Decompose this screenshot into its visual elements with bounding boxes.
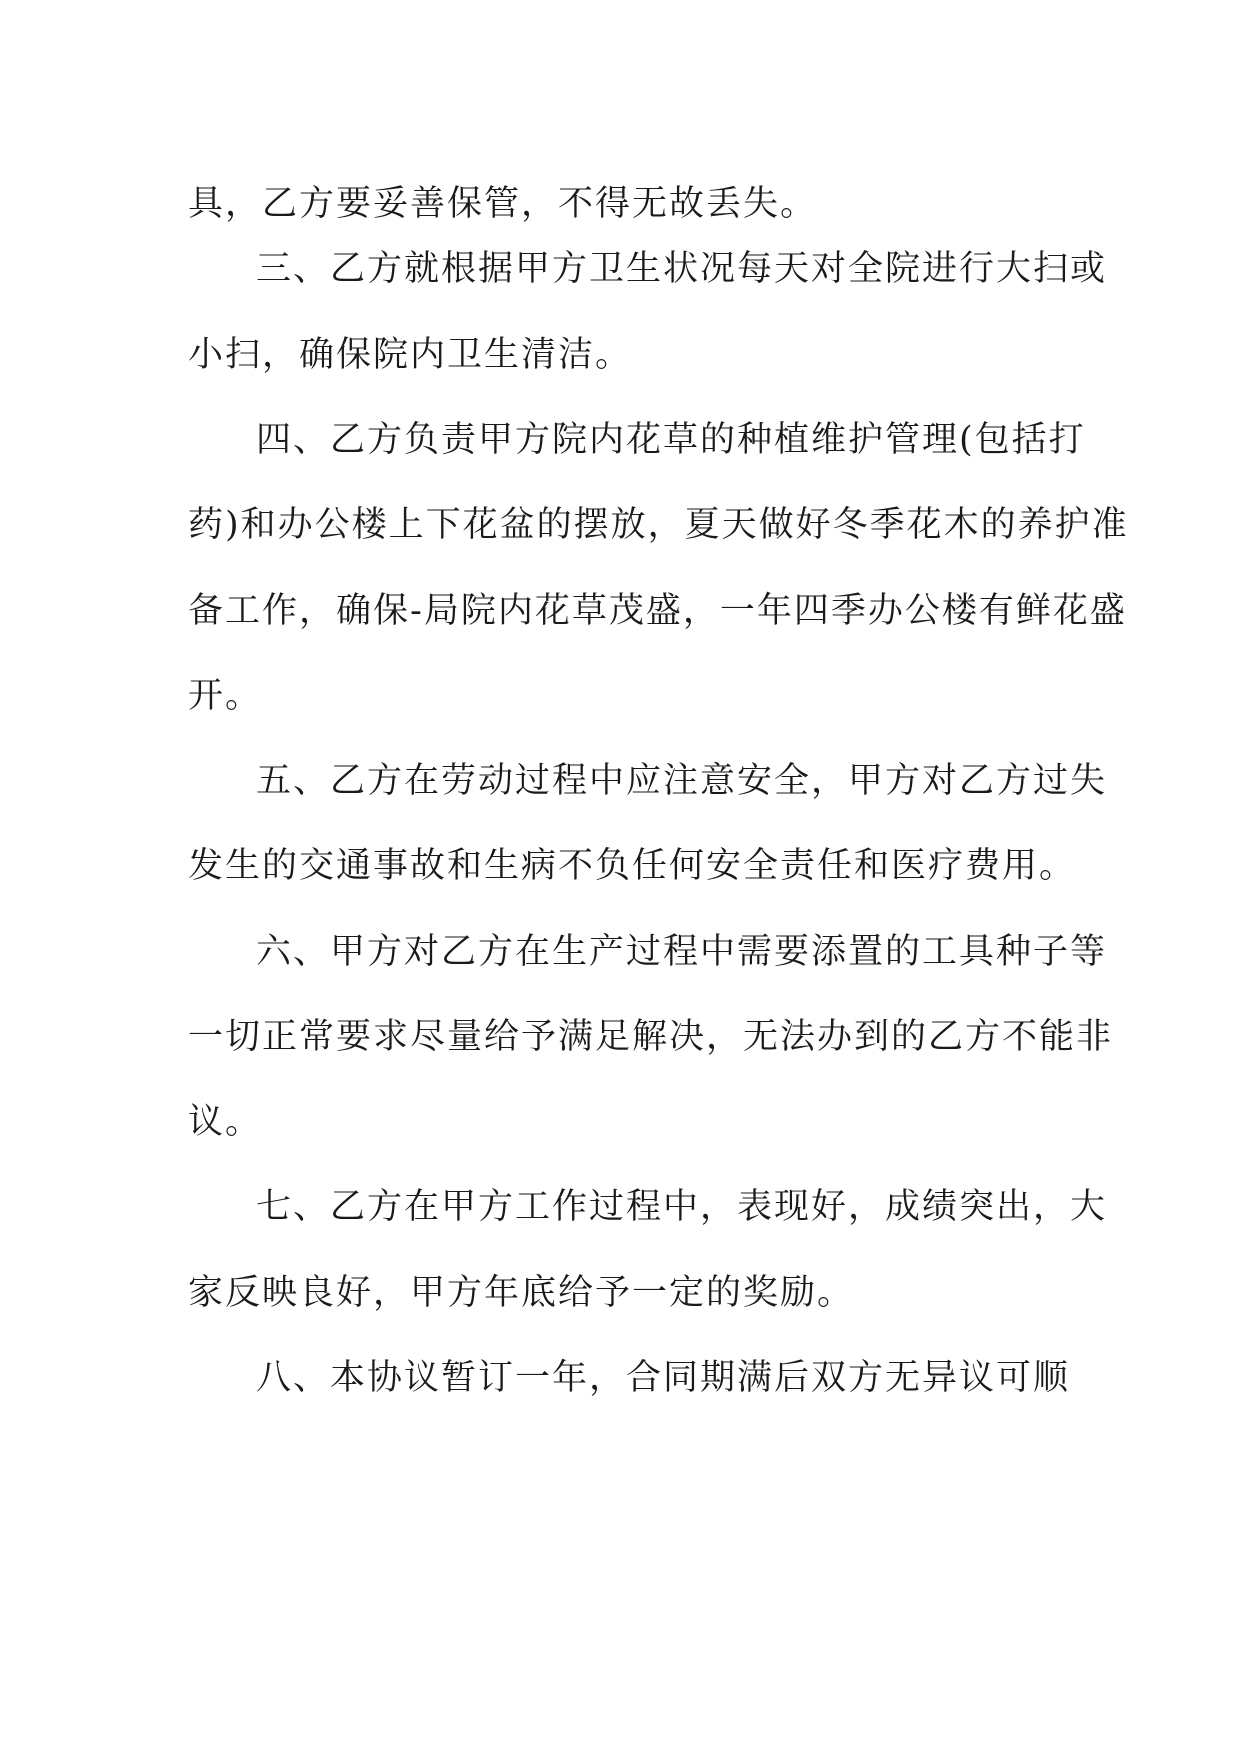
text-line: 八、本协议暂订一年，合同期满后双方无异议可顺 (256, 1358, 1071, 1398)
text-line: 小扫，确保院内卫生清洁。 (188, 335, 633, 375)
text-line: 备工作，确保-局院内花草茂盛，一年四季办公楼有鲜花盛 (188, 591, 1127, 631)
text-line: 具，乙方要妥善保管，不得无故丢失。 (188, 184, 818, 224)
text-line: 药)和办公楼上下花盆的摆放，夏天做好冬季花木的养护准 (188, 505, 1129, 545)
text-line: 一切正常要求尽量给予满足解决，无法办到的乙方不能非 (188, 1017, 1114, 1057)
text-line: 五、乙方在劳动过程中应注意安全，甲方对乙方过失 (256, 761, 1108, 801)
text-line: 六、甲方对乙方在生产过程中需要添置的工具种子等 (256, 932, 1108, 972)
text-line: 家反映良好，甲方年底给予一定的奖励。 (188, 1273, 855, 1313)
text-line: 四、乙方负责甲方院内花草的种植维护管理(包括打 (256, 420, 1086, 460)
text-line: 七、乙方在甲方工作过程中，表现好，成绩突出，大 (256, 1187, 1108, 1227)
text-line: 议。 (188, 1102, 263, 1142)
text-line: 发生的交通事故和生病不负任何安全责任和医疗费用。 (188, 846, 1077, 886)
text-line: 三、乙方就根据甲方卫生状况每天对全院进行大扫或 (256, 249, 1108, 289)
text-line: 开。 (188, 676, 263, 716)
